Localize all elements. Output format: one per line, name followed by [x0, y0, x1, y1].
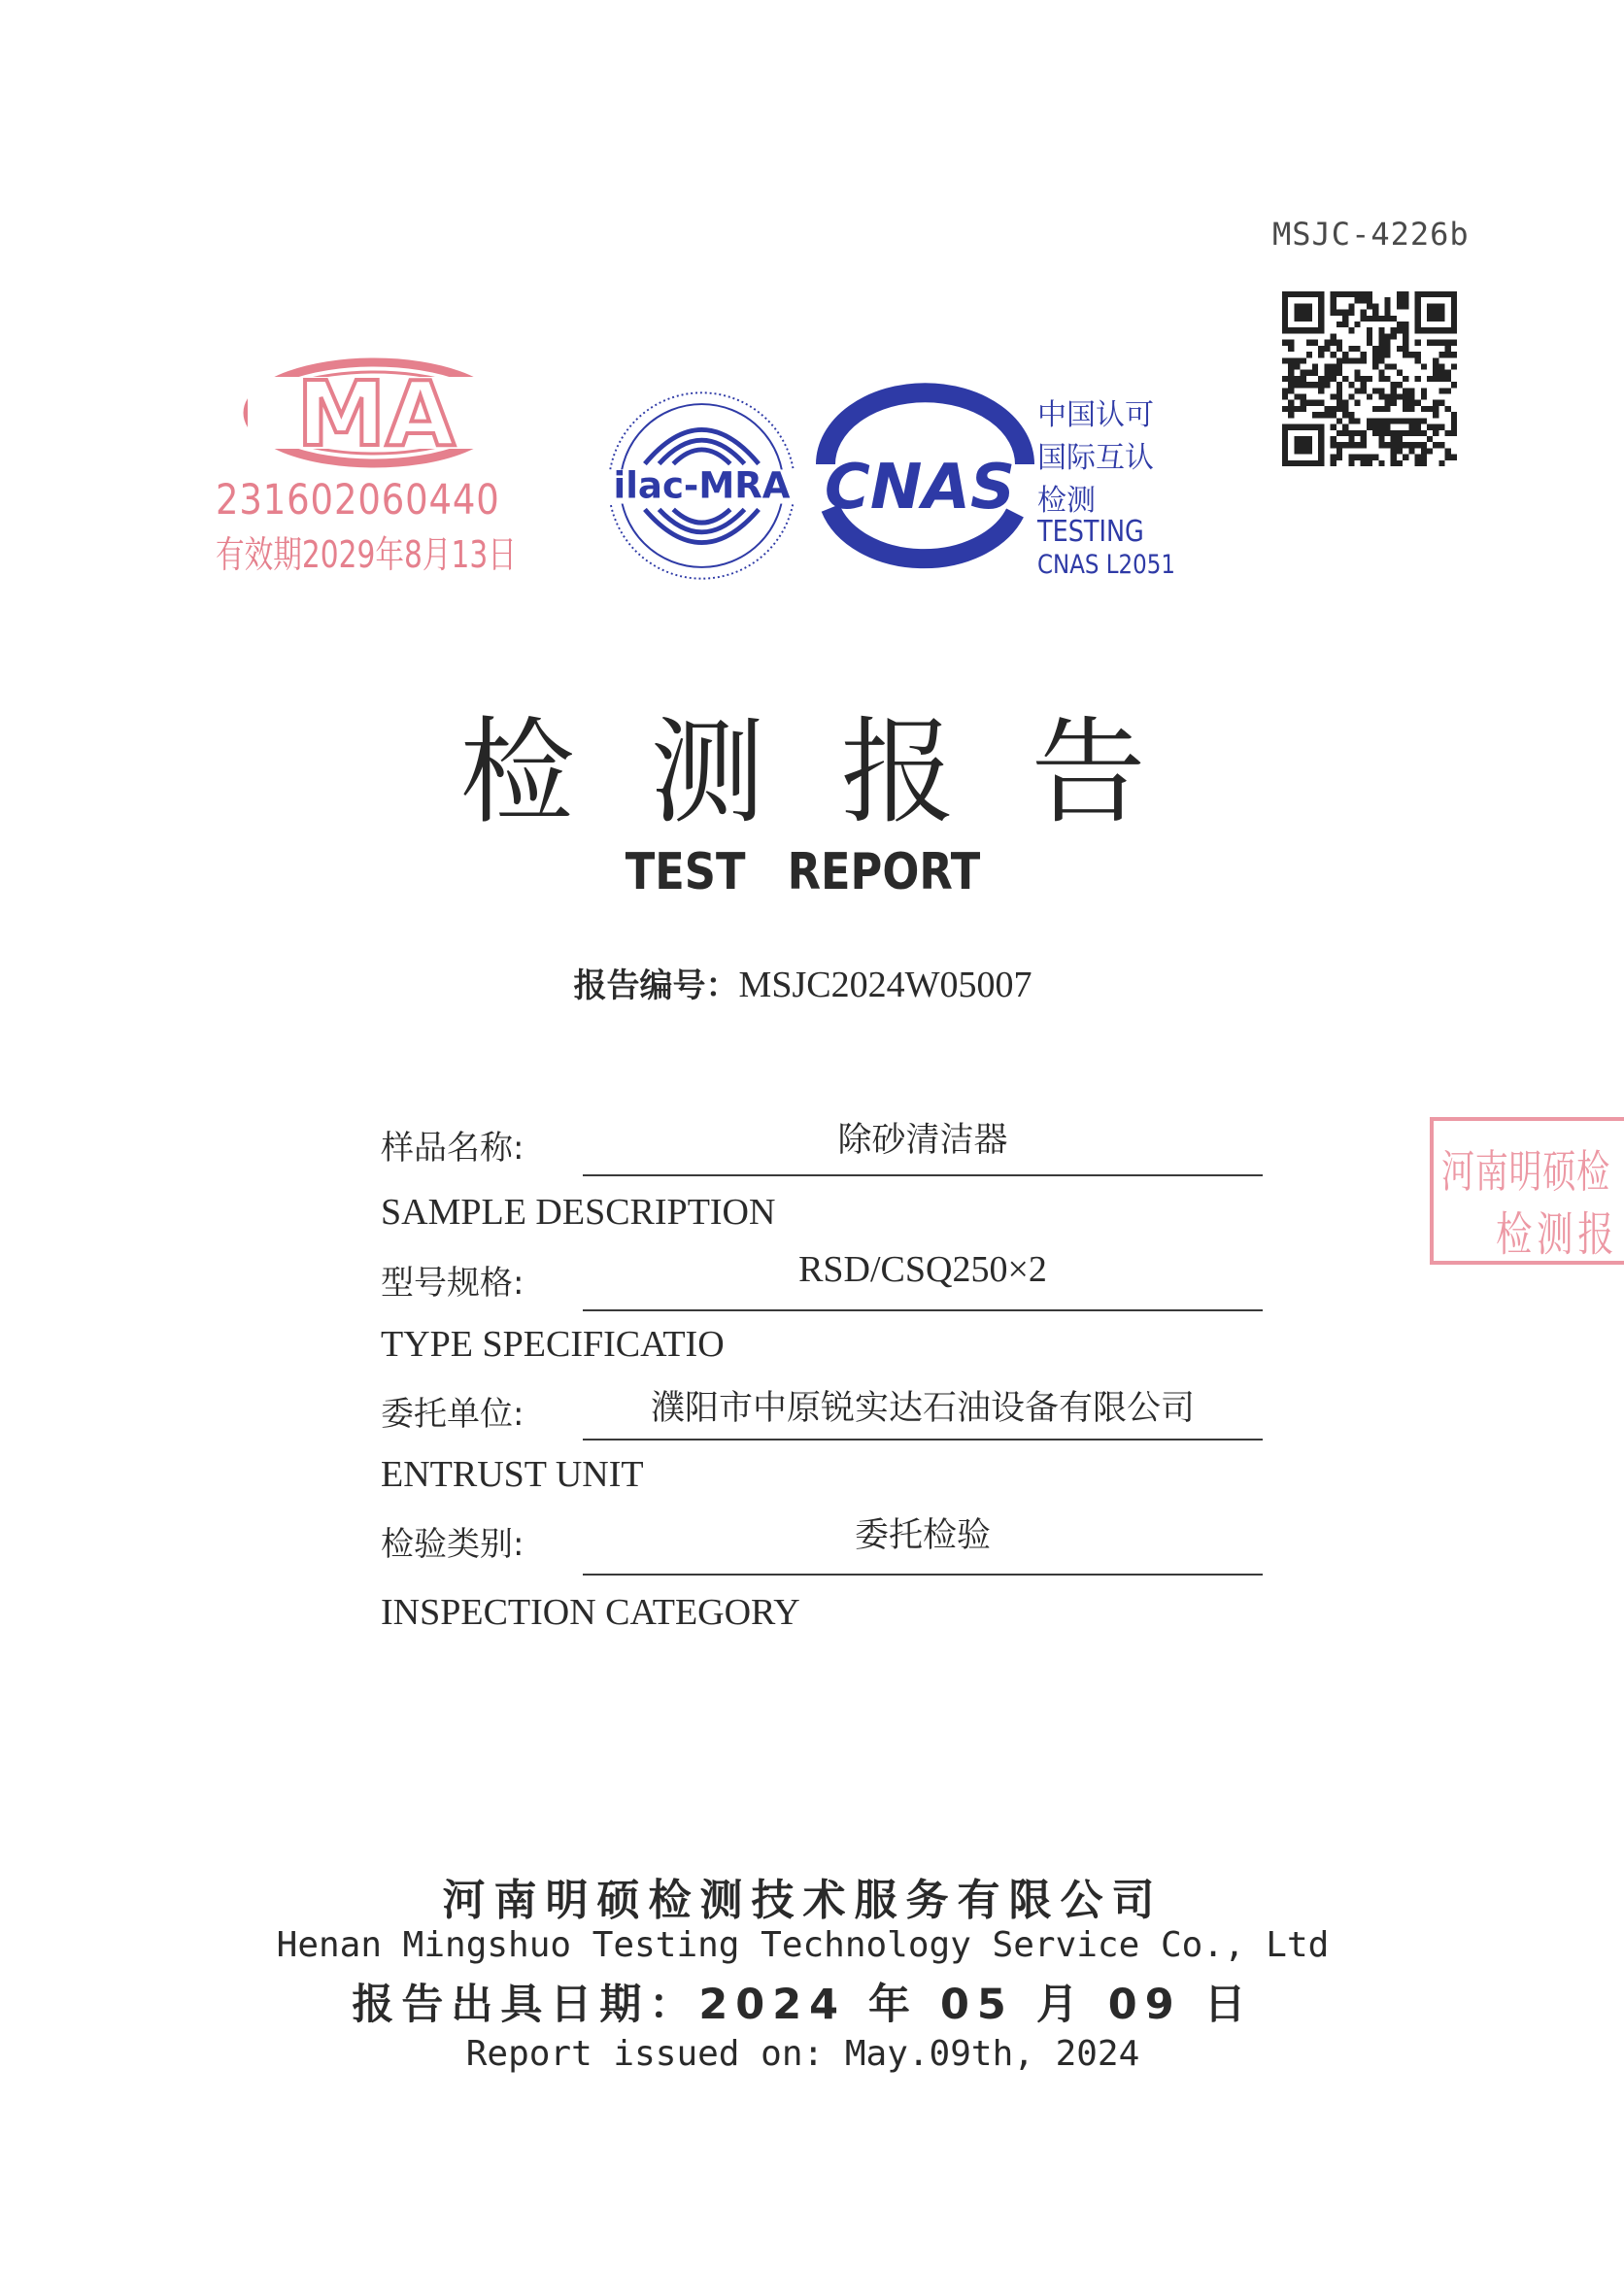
category-underline	[583, 1574, 1263, 1576]
cnas-line-1: 中国认可	[1037, 398, 1154, 432]
entrust-value: 濮阳市中原锐实达石油设备有限公司	[650, 1389, 1195, 1428]
document-code: MSJC-4226b	[1272, 216, 1470, 253]
cnas-logo-text: CNAS	[824, 452, 1016, 524]
sample-label-zh: 样品名称:	[381, 1129, 524, 1168]
entrust-label-en: ENTRUST UNIT	[381, 1454, 644, 1495]
company-name-zh: 河南明硕检测技术服务有限公司	[442, 1876, 1164, 1925]
cnas-line-2: 国际互认	[1037, 441, 1154, 475]
entrust-label-zh: 委托单位:	[381, 1395, 524, 1434]
type-label-en: TYPE SPECIFICATIO	[381, 1324, 725, 1365]
category-value: 委托检验	[854, 1516, 991, 1555]
entrust-underline	[583, 1439, 1263, 1441]
cma-cert-number: 231602060440	[216, 476, 500, 525]
sample-underline	[583, 1174, 1263, 1176]
report-number	[0, 959, 1606, 1006]
seal-line-1: 河南明硕检	[1441, 1145, 1610, 1198]
issue-date-en: Report issued on: May.09th, 2024	[465, 2034, 1140, 2074]
report-title-en: TEST REPORT	[625, 843, 981, 901]
report-number-value: MSJC2024W05007	[738, 965, 1032, 1005]
category-label-en: INSPECTION CATEGORY	[381, 1592, 800, 1633]
cnas-line-4: TESTING	[1037, 515, 1144, 549]
company-name-en: Henan Mingshuo Testing Technology Service Co., Ltd	[276, 1925, 1330, 1965]
cnas-line-5: CNAS L2051	[1037, 550, 1175, 580]
cnas-logo	[806, 396, 1034, 573]
qr-code	[1282, 291, 1457, 466]
ilac-mra-text: ilac-MRA	[613, 464, 791, 507]
company-seal-partial	[1430, 1117, 1624, 1265]
report-number-label: 报告编号：	[573, 966, 739, 1005]
sample-value: 除砂清洁器	[837, 1121, 1008, 1160]
cma-logo-text: MA	[296, 362, 456, 466]
seal-line-2: 检测报	[1496, 1207, 1619, 1262]
type-underline	[583, 1309, 1263, 1311]
type-label-zh: 型号规格:	[381, 1264, 524, 1303]
cma-validity: 有效期2029年8月13日	[216, 533, 517, 576]
issue-date-zh: 报告出具日期：2024 年 05 月 09 日	[352, 1981, 1254, 2029]
sample-label-en: SAMPLE DESCRIPTION	[381, 1192, 776, 1233]
type-value: RSD/CSQ250×2	[798, 1249, 1047, 1290]
report-title-zh: 检测报告	[459, 705, 1222, 839]
ilac-mra-seal	[602, 384, 801, 588]
category-label-zh: 检验类别:	[381, 1525, 524, 1564]
cnas-line-3: 检测	[1037, 484, 1096, 518]
